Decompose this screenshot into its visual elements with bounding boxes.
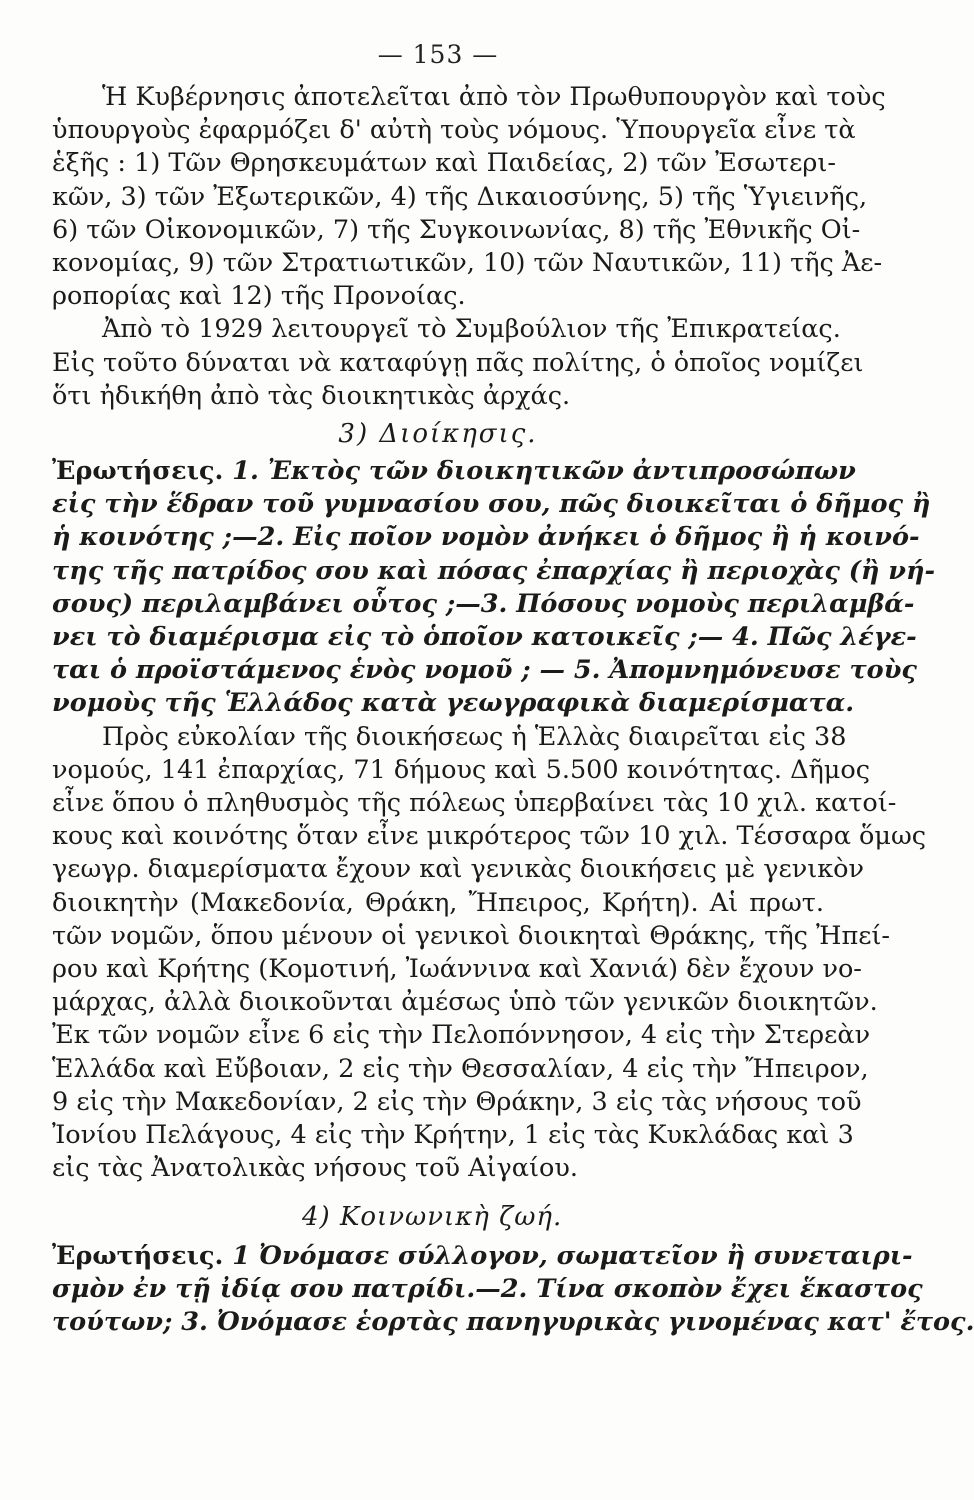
text-line: ρου καὶ Κρήτης (Κομοτινή, Ἰωάννινα καὶ Χανιά) δὲν ἔχουν νο- [52, 954, 862, 985]
question-line: νομοὺς τῆς Ἑλλάδος κατὰ γεωγραφικὰ διαμερίσματα. [52, 688, 855, 719]
question-line: της τῆς πατρίδος σου καὶ πόσας ἐπαρχίας ἢ περιοχὰς (ἢ νή- [52, 555, 936, 586]
text-line: Εἰς τοῦτο δύναται νὰ καταφύγῃ πᾶς πολίτης, ὁ ὁποῖος νομίζει [52, 347, 864, 378]
questions-administration [52, 455, 936, 721]
text-line: ἑξῆς : 1) Τῶν Θρησκευμάτων καὶ Παιδείας, 2) τῶν Ἐσωτερι- [52, 148, 836, 179]
intro-paragraph [52, 81, 886, 313]
question-line [52, 1240, 913, 1273]
section-heading-administration: 3) Διοίκησις. [338, 419, 538, 450]
text-line: 9 εἰς τὴν Μακεδονίαν, 2 εἰς τὴν Θράκην, 3 εἰς τὰς νήσους τοῦ [52, 1086, 862, 1117]
questions-label: Ἐρωτήσεις. [52, 1240, 224, 1271]
text-line: διοικητὴν (Μακεδονία, Θράκη, Ἤπειρος, Κρήτη). Αἱ πρωτ. [52, 887, 824, 918]
question-line: εἰς τὴν ἕδραν τοῦ γυμνασίου σου, πῶς διοικεῖται ὁ δῆμος ἢ [52, 489, 931, 520]
question-line: νει τὸ διαμέρισμα εἰς τὸ ὁποῖον κατοικεῖς ;— 4. Πῶς λέγε- [52, 622, 917, 653]
text-line: Ἐκ τῶν νομῶν εἶνε 6 εἰς τὴν Πελοπόννησον, 4 εἰς τὴν Στερεὰν [52, 1020, 871, 1051]
text-line: Ἰονίου Πελάγους, 4 εἰς τὴν Κρήτην, 1 εἰς τὰς Κυκλάδας καὶ 3 [52, 1120, 854, 1151]
text-line: γεωγρ. διαμερίσματα ἔχουν καὶ γενικὰς διοικήσεις μὲ γενικὸν [52, 854, 865, 885]
page-number: — 153 — [377, 40, 499, 69]
text-line: ὑπουργοὺς ἐφαρμόζει δ' αὐτὴ τοὺς νόμους. Ὑπουργεῖα εἶνε τὰ [52, 115, 856, 146]
text-line: Ἑλλάδα καὶ Εὔβοιαν, 2 εἰς τὴν Θεσσαλίαν, 4 εἰς τὴν Ἤπειρον, [52, 1053, 869, 1084]
text-line: κῶν, 3) τῶν Ἐξωτερικῶν, 4) τῆς Δικαιοσύνης, 5) τῆς Ὑγιεινῆς, [52, 181, 868, 212]
question-line: σους) περιλαμβάνει οὗτος ;—3. Πόσους νομοὺς περιλαμβά- [52, 588, 915, 619]
questions-social-life [52, 1240, 974, 1340]
question-line: σμὸν ἐν τῇ ἰδίᾳ σου πατρίδι.—2. Τίνα σκοπὸν ἔχει ἕκαστος [52, 1273, 923, 1304]
text-line: 6) τῶν Οἰκονομικῶν, 7) τῆς Συγκοινωνίας, 8) τῆς Ἐθνικῆς Οἰ- [52, 214, 861, 245]
question-line: ται ὁ προϊστάμενος ἑνὸς νομοῦ ; — 5. Ἀπομνημόνευσε τοὺς [52, 655, 917, 686]
questions-label: Ἐρωτήσεις. [52, 456, 224, 487]
text-line: Ἡ Κυβέρνησις ἀποτελεῖται ἀπὸ τὸν Πρωθυπουργὸν καὶ τοὺς [102, 82, 886, 112]
text-line: εἰς τὰς Ἀνατολικὰς νήσους τοῦ Αἰγαίου. [52, 1153, 578, 1184]
text-line: νομούς, 141 ἐπαρχίας, 71 δήμους καὶ 5.500 κοινότητας. Δῆμος [52, 754, 870, 785]
text-line: ροπορίας καὶ 12) τῆς Προνοίας. [52, 281, 466, 312]
question-line [52, 455, 856, 488]
text-line: μάρχας, ἀλλὰ διοικοῦνται ἀμέσως ὑπὸ τῶν γενικῶν διοικητῶν. [52, 987, 878, 1018]
administration-paragraph [52, 721, 927, 1186]
question-line: ἡ κοινότης ;—2. Εἰς ποῖον νομὸν ἀνήκει ὁ δῆμος ἢ ἡ κοινό- [52, 522, 920, 553]
text-line: ὅτι ἠδικήθη ἀπὸ τὰς διοικητικὰς ἀρχάς. [52, 380, 571, 411]
question-text: 1. Ἐκτὸς τῶν διοικητικῶν ἀντιπροσώπων [223, 456, 856, 487]
text-line: Πρὸς εὐκολίαν τῆς διοικήσεως ἡ Ἑλλὰς διαιρεῖται εἰς 38 [102, 721, 847, 752]
section-heading-social-life: 4) Κοινωνικὴ ζωή. [302, 1201, 563, 1232]
question-line: τούτων; 3. Ὀνόμασε ἑορτὰς πανηγυρικὰς γινομένας κατ' ἔτος. [52, 1306, 974, 1337]
text-line: εἶνε ὅπου ὁ πληθυσμὸς τῆς πόλεως ὑπερβαίνει τὰς 10 χιλ. κατοί- [52, 788, 897, 819]
council-paragraph [52, 313, 864, 413]
text-line: κους καὶ κοινότης ὅταν εἶνε μικρότερος τῶν 10 χιλ. Τέσσαρα ὅμως [52, 821, 927, 852]
text-line: τῶν νομῶν, ὅπου μένουν οἱ γενικοὶ διοικηταὶ Θράκης, τῆς Ἠπεί- [52, 920, 891, 951]
text-line: Ἀπὸ τὸ 1929 λειτουργεῖ τὸ Συμβούλιον τῆς Ἐπικρατείας. [102, 314, 841, 345]
text-line: κονομίας, 9) τῶν Στρατιωτικῶν, 10) τῶν Ναυτικῶν, 11) τῆς Ἀε- [52, 248, 883, 279]
question-text: 1 Ὀνόμασε σύλλογον, σωματεῖον ἢ συνεταιρι- [223, 1240, 913, 1271]
